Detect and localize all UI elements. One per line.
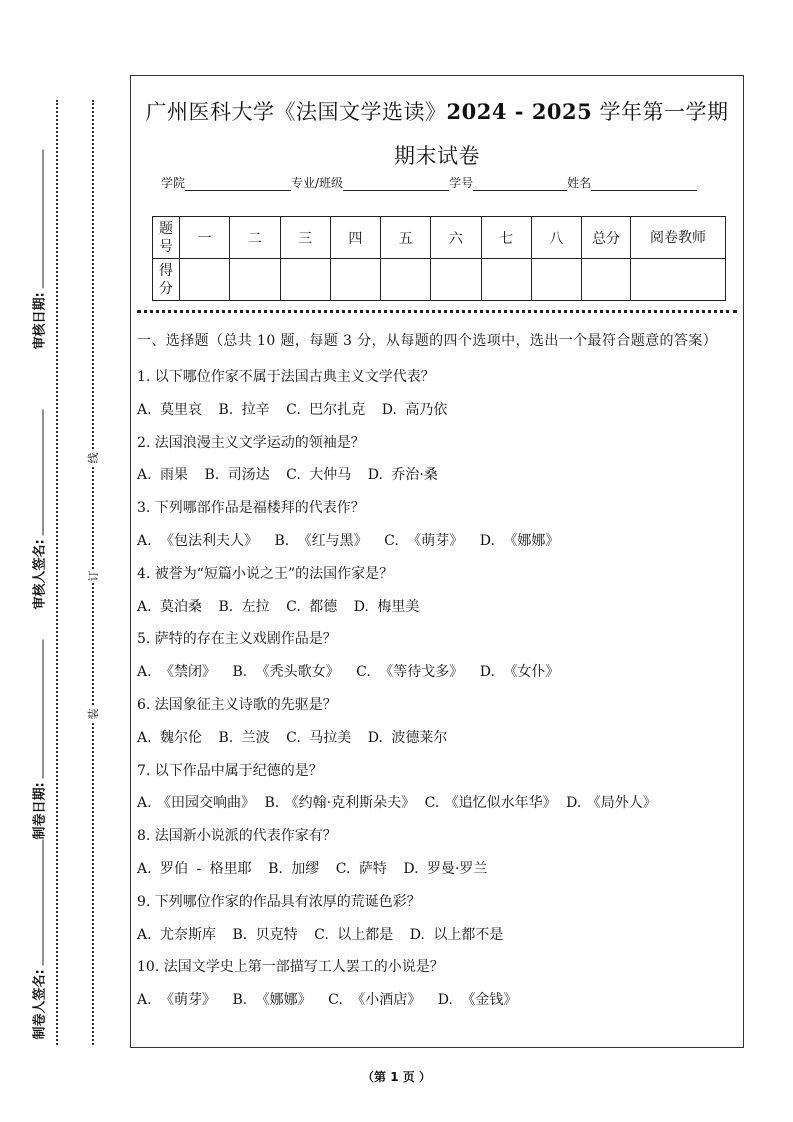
q6-option-c: C. 马拉美 (286, 729, 352, 746)
q7-option-a: A. 《田园交响曲》 (137, 795, 256, 812)
q8-option-d: D. 罗曼·罗兰 (403, 860, 488, 877)
maker-sign-blank[interactable] (33, 840, 44, 966)
q4-option-a: A. 莫泊桑 (137, 598, 203, 615)
col-8: 八 (531, 217, 581, 259)
question-5: 5. 萨特的存在主义戏剧作品是？ (137, 631, 337, 648)
col-grader: 阅卷教师 (631, 217, 726, 259)
maker-sign-label: 制卷人签名: (32, 969, 48, 1040)
q2-option-b: B. 司汤达 (204, 467, 270, 484)
q10-option-b: B. 《娜娜》 (232, 992, 312, 1009)
score-table-score-row (153, 259, 726, 301)
score-cell-4[interactable] (330, 259, 380, 301)
name-label: 姓名 (567, 176, 592, 190)
maker-sign-field[interactable] (29, 840, 48, 1040)
score-table (152, 216, 726, 301)
section-1 (137, 330, 739, 1017)
q8-option-b: B. 加缪 (268, 860, 320, 877)
college-label: 学院 (161, 176, 186, 190)
student-id-label: 学号 (449, 176, 474, 190)
q4-option-c: C. 都德 (286, 598, 338, 615)
question-4: 4. 被誉为“短篇小说之王”的法国作家是？ (137, 565, 394, 582)
question-7-options (137, 787, 739, 820)
q10-option-c: C. 《小酒店》 (328, 992, 422, 1009)
q1-option-a: A. 莫里哀 (137, 401, 203, 418)
binding-char-ding: 订 (87, 570, 100, 582)
question-6-options (137, 722, 739, 755)
col-total: 总分 (582, 217, 631, 259)
col-7: 七 (481, 217, 531, 259)
question-5-options (137, 656, 739, 689)
col-2: 二 (230, 217, 280, 259)
student-id-blank[interactable] (473, 178, 567, 191)
binding-char-zhuang: 装 (87, 708, 100, 720)
q9-option-d: D. 以上都不是 (409, 926, 504, 943)
col-3: 三 (280, 217, 330, 259)
q4-option-b: B. 左拉 (218, 598, 270, 615)
college-blank[interactable] (185, 178, 291, 191)
col-5: 五 (381, 217, 431, 259)
question-4-options (137, 591, 739, 624)
reviewer-date-blank[interactable] (33, 150, 44, 289)
section-divider (137, 310, 737, 313)
score-cell-5[interactable] (381, 259, 431, 301)
name-blank[interactable] (591, 178, 697, 191)
question-8-options (137, 853, 739, 886)
q3-option-a: A. 《包法利夫人》 (137, 532, 259, 549)
score-cell-8[interactable] (531, 259, 581, 301)
exam-paper (130, 75, 744, 1048)
major-class-label: 专业/班级 (291, 176, 344, 190)
major-class-blank[interactable] (343, 178, 449, 191)
question-10: 10. 法国文学史上第一部描写工人罢工的小说是？ (137, 959, 444, 976)
score-cell-1[interactable] (180, 259, 230, 301)
q1-option-c: C. 巴尔扎克 (286, 401, 366, 418)
score-cell-3[interactable] (280, 259, 330, 301)
score-cell-grader[interactable] (631, 259, 726, 301)
q6-option-d: D. 波德莱尔 (367, 729, 448, 746)
q2-option-a: A. 雨果 (137, 467, 189, 484)
question-3: 3. 下列哪部作品是福楼拜的代表作？ (137, 500, 365, 517)
question-number-header: 题号 (153, 217, 180, 259)
q7-option-c: C. 《追忆似水年华》 (424, 795, 557, 812)
q5-option-a: A. 《禁闭》 (137, 664, 217, 681)
q10-option-d: D. 《金钱》 (437, 992, 518, 1009)
reviewer-sign-blank[interactable] (33, 410, 44, 536)
question-10-options (137, 984, 739, 1017)
q3-option-c: C. 《萌芽》 (384, 532, 464, 549)
title-year: 2024 - 2025 (446, 99, 593, 124)
q9-option-c: C. 以上都是 (314, 926, 394, 943)
q6-option-a: A. 魏尔伦 (137, 729, 203, 746)
q2-option-c: C. 大仲马 (286, 467, 352, 484)
maker-date-field[interactable] (29, 640, 48, 840)
col-4: 四 (330, 217, 380, 259)
student-info-line (161, 174, 697, 191)
section-1-heading: 一、选择题（总共 10 题，每题 3 分，从每题的四个选项中，选出一个最符合题意的答案） (137, 333, 718, 349)
score-cell-7[interactable] (481, 259, 531, 301)
question-6: 6. 法国象征主义诗歌的先驱是？ (137, 696, 337, 713)
col-1: 一 (180, 217, 230, 259)
reviewer-sign-field[interactable] (29, 410, 48, 610)
col-6: 六 (431, 217, 481, 259)
q1-option-b: B. 拉辛 (218, 401, 270, 418)
score-table-header-row (153, 217, 726, 259)
question-1: 1. 以下哪位作家不属于法国古典主义文学代表？ (137, 369, 435, 385)
page-number-footer: （第 1 页 ） (362, 1070, 431, 1084)
q2-option-d: D. 乔治·桑 (367, 467, 438, 484)
reviewer-date-field[interactable] (29, 150, 48, 350)
score-cell-total[interactable] (582, 259, 631, 301)
question-2-options (137, 459, 739, 492)
q3-option-d: D. 《娜娜》 (479, 532, 560, 549)
question-9-options (137, 919, 739, 952)
q6-option-b: B. 兰波 (218, 729, 270, 746)
q9-option-a: A. 尤奈斯库 (137, 926, 217, 943)
q5-option-c: C. 《等待戈多》 (356, 664, 464, 681)
score-cell-6[interactable] (431, 259, 481, 301)
q1-option-d: D. 高乃依 (381, 401, 448, 418)
q10-option-a: A. 《萌芽》 (137, 992, 217, 1009)
q3-option-b: B. 《红与黑》 (274, 532, 368, 549)
question-2: 2. 法国浪漫主义文学运动的领袖是？ (137, 434, 365, 451)
q5-option-b: B. 《秃头歌女》 (232, 664, 340, 681)
q8-option-c: C. 萨特 (335, 860, 387, 877)
q7-option-b: B. 《约翰·克利斯朵夫》 (264, 795, 416, 812)
question-7: 7. 以下作品中属于纪德的是？ (137, 762, 323, 779)
reviewer-sign-label: 审核人签名: (32, 539, 48, 610)
binding-margin (0, 0, 128, 1122)
reviewer-date-label: 审核日期: (32, 292, 48, 350)
title-suffix: 学年第一学期期末试卷 (394, 100, 729, 168)
q5-option-d: D. 《女仆》 (479, 664, 560, 681)
maker-date-label: 制卷日期: (32, 782, 48, 840)
question-1-options (137, 394, 739, 427)
binding-dotted-line-outer (56, 100, 58, 1045)
q8-option-a: A. 罗伯 - 格里耶 (137, 860, 252, 877)
score-row-header: 得分 (153, 259, 180, 301)
binding-char-xian: 线 (87, 452, 100, 464)
question-9: 9. 下列哪位作家的作品具有浓厚的荒诞色彩？ (137, 893, 421, 910)
exam-title (131, 90, 743, 178)
q9-option-b: B. 贝克特 (232, 926, 298, 943)
question-8: 8. 法国新小说派的代表作家有？ (137, 828, 337, 845)
q4-option-d: D. 梅里美 (353, 598, 420, 615)
maker-date-blank[interactable] (33, 640, 44, 779)
question-3-options (137, 525, 739, 558)
title-prefix: 广州医科大学《法国文学选读》 (145, 100, 447, 124)
score-cell-2[interactable] (230, 259, 280, 301)
q7-option-d: D. 《局外人》 (566, 795, 657, 812)
